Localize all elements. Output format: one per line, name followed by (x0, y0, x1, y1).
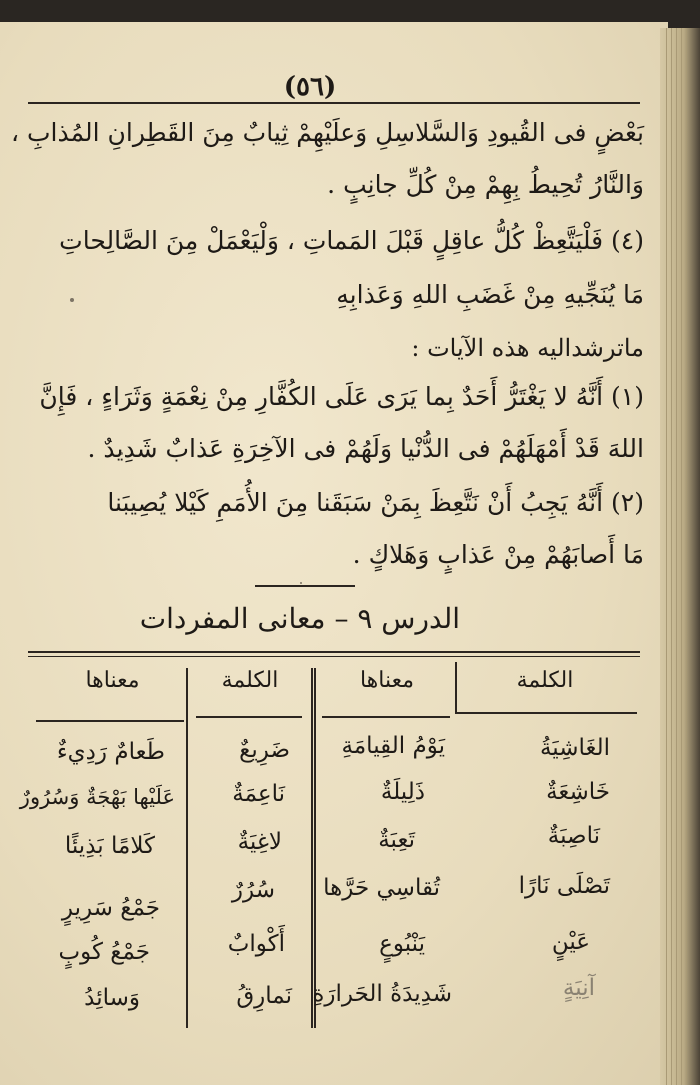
table-cell-meaning: تُقاسِي حَرَّها (323, 875, 440, 901)
table-cell-meaning: كَلامًا بَذِيئًا (64, 833, 155, 859)
table-cell-word: نَاعِمَةٌ (232, 781, 285, 807)
page-edge (660, 28, 700, 1085)
column-header-meaning-left: معناها (85, 668, 140, 693)
body-line: مَا أَصابَهُمْ مِنْ عَذابٍ وَهَلاكٍ . (352, 540, 644, 569)
column-divider (311, 668, 313, 1028)
table-cell-meaning: جَمْعُ سَرِيرٍ (61, 895, 160, 921)
header-underline (196, 716, 302, 718)
body-line: (٢) أَنَّهُ يَجِبُ أَنْ نَتَّعِظَ بِمَنْ سَبَقَنا مِنَ الأُمَمِ كَيْلا يُصِيبَنا (107, 488, 644, 517)
section-heading: ماترشداليه هذه الآيات : (411, 334, 644, 362)
table-cell-word: خَاشِعَةٌ (546, 779, 610, 805)
table-cell-word: ضَرِيعٌ (239, 737, 290, 763)
section-divider (255, 585, 355, 587)
column-divider (186, 668, 188, 1028)
table-cell-word: الغَاشِيَةُ (539, 735, 610, 761)
column-divider (314, 668, 316, 1028)
table-cell-word: عَيْنٍ (551, 929, 590, 955)
body-line: بَعْضٍ فى القُيودِ وَالسَّلاسِلِ وَعلَيْهِمْ ثِيابٌ مِنَ القَطِرانِ المُذابِ ، (10, 118, 644, 147)
table-cell-word: نَاصِبَةٌ (547, 823, 600, 849)
page-number: (٥٦) (283, 72, 337, 102)
lesson-title: الدرس ٩ – معانى المفردات (139, 602, 460, 635)
table-cell-meaning: ذَلِيلَةٌ (380, 779, 425, 805)
body-line: اللهَ قَدْ أَمْهَلَهُمْ فى الدُّنْيا وَلَهُمْ فى الآخِرَةِ عَذابٌ شَدِيدٌ . (87, 434, 644, 463)
column-header-word-right: الكلمة (516, 668, 574, 693)
table-cell-meaning: وَسائِدُ (84, 985, 140, 1011)
table-cell-meaning: تَعِبَةٌ (378, 827, 415, 853)
body-line: (١) أَنَّهُ لا يَغْتَرُّ أَحَدٌ بِما يَرَى عَلَى الكُفَّارِ مِنْ نِعْمَةٍ وَثَرَاءٍ ، فَإِنَّ (39, 382, 644, 411)
header-underline (322, 716, 450, 718)
table-cell-word: نَمارِقُ (236, 983, 292, 1009)
paper-speck (70, 298, 74, 302)
table-cell-meaning: عَلَيْها بَهْجَةٌ وَسُرُورٌ (19, 785, 175, 809)
column-divider (455, 662, 457, 712)
table-cell-word: سُرُرٌ (231, 877, 275, 903)
table-cell-word: تَصْلَى نَارًا (518, 873, 610, 899)
table-cell-word: أَكْوابٌ (227, 931, 285, 957)
column-header-meaning-right: معناها (359, 668, 415, 693)
paper-speck (300, 582, 302, 584)
header-underline (36, 720, 184, 722)
body-line: (٤) فَلْيَتَّعِظْ كُلُّ عاقِلٍ قَبْلَ المَماتِ ، وَلْيَعْمَلْ مِنَ الصَّالِحاتِ (59, 226, 644, 255)
table-top-rule (28, 651, 640, 653)
table-cell-meaning: يَوْمُ القِيامَةِ (341, 733, 445, 759)
body-line: وَالنَّارُ تُحِيطُ بِهِمْ مِنْ كُلِّ جانِبٍ . (327, 170, 644, 199)
table-cell-word: لاغِيَةٌ (237, 829, 282, 855)
table-cell-meaning: طَعامٌ رَدِيءٌ (56, 739, 165, 765)
table-cell-word: آنِيَةٍ (562, 975, 595, 1001)
table-cell-meaning: يَنْبُوعٍ (379, 931, 425, 957)
table-top-rule-2 (28, 656, 640, 657)
header-rule (28, 102, 640, 104)
table-cell-meaning: جَمْعُ كُوبٍ (58, 939, 150, 965)
table-cell-meaning: شَدِيدَةُ الحَرارَةِ (312, 981, 452, 1007)
header-underline (455, 712, 637, 714)
column-header-word-left: الكلمة (221, 668, 279, 693)
body-line: مَا يُنَجِّيهِ مِنْ غَضَبِ اللهِ وَعَذابِهِ (336, 280, 644, 309)
